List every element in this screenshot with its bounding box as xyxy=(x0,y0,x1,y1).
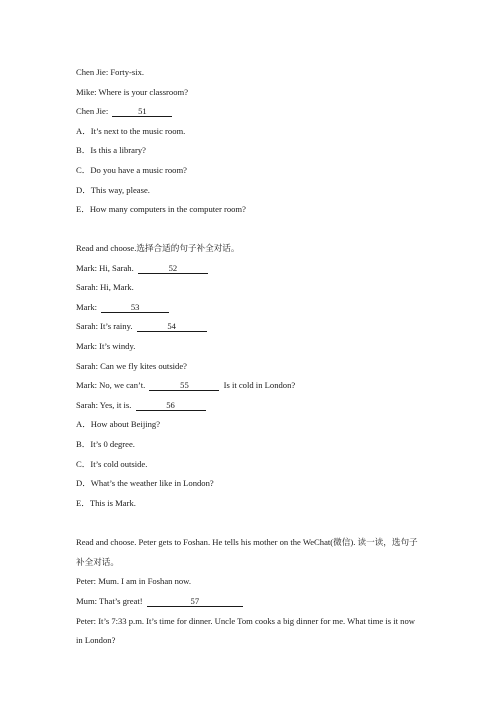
answer-blank-51: 51 xyxy=(112,106,172,117)
dialogue-line: Mark: 53 xyxy=(76,301,460,313)
option-line: C．Do you have a music room? xyxy=(76,165,187,175)
option-line: B．Is this a library? xyxy=(76,145,146,155)
option-line: D．This way, please. xyxy=(76,185,150,195)
dialogue-line: Mark: It’s windy. xyxy=(76,341,136,351)
dialogue-line: Mum: That’s great! 57 xyxy=(76,595,460,607)
option-line: A．It’s next to the music room. xyxy=(76,126,186,136)
dialogue-line: Sarah: Yes, it is. 56 xyxy=(76,399,460,411)
dialogue-line: Peter: It’s 7:33 p.m. It’s time for dinner. Uncle Tom cooks a big dinner for me. What time is it now xyxy=(76,616,415,626)
section-instruction: Read and choose. Peter gets to Foshan. He tells his mother on the WeChat(微信). 读一读，选句子 xyxy=(76,537,418,547)
dialogue-line: Mark: Hi, Sarah. 52 xyxy=(76,262,460,274)
section-instruction: Read and choose.选择合适的句子补全对话。 xyxy=(76,243,240,253)
answer-blank-55: 55 xyxy=(149,380,219,391)
answer-blank-52: 52 xyxy=(138,263,208,274)
answer-blank-54: 54 xyxy=(137,321,207,332)
dialogue-line: Sarah: Can we fly kites outside? xyxy=(76,361,187,371)
answer-blank-56: 56 xyxy=(136,400,206,411)
dialogue-line: Mark: No, we can’t. 55 Is it cold in London? xyxy=(76,380,296,390)
dialogue-line: Sarah: Hi, Mark. xyxy=(76,282,134,292)
section-instruction: 补全对话。 xyxy=(76,557,119,567)
option-line: E．How many computers in the computer room? xyxy=(76,204,246,214)
dialogue-line: Chen Jie: 51 xyxy=(76,105,460,117)
dialogue-line: Peter: Mum. I am in Foshan now. xyxy=(76,576,191,586)
option-line: E．This is Mark. xyxy=(76,498,136,508)
option-line: A．How about Beijing? xyxy=(76,419,161,429)
dialogue-line: Sarah: It’s rainy. 54 xyxy=(76,320,460,332)
dialogue-line: in London? xyxy=(76,635,116,645)
option-line: D．What’s the weather like in London? xyxy=(76,478,214,488)
answer-blank-57: 57 xyxy=(147,596,243,607)
answer-blank-53: 53 xyxy=(101,302,169,313)
option-line: C．It’s cold outside. xyxy=(76,459,148,469)
dialogue-line: Chen Jie: Forty-six. xyxy=(76,67,145,77)
dialogue-line: Mike: Where is your classroom? xyxy=(76,87,189,97)
option-line: B．It’s 0 degree. xyxy=(76,439,135,449)
